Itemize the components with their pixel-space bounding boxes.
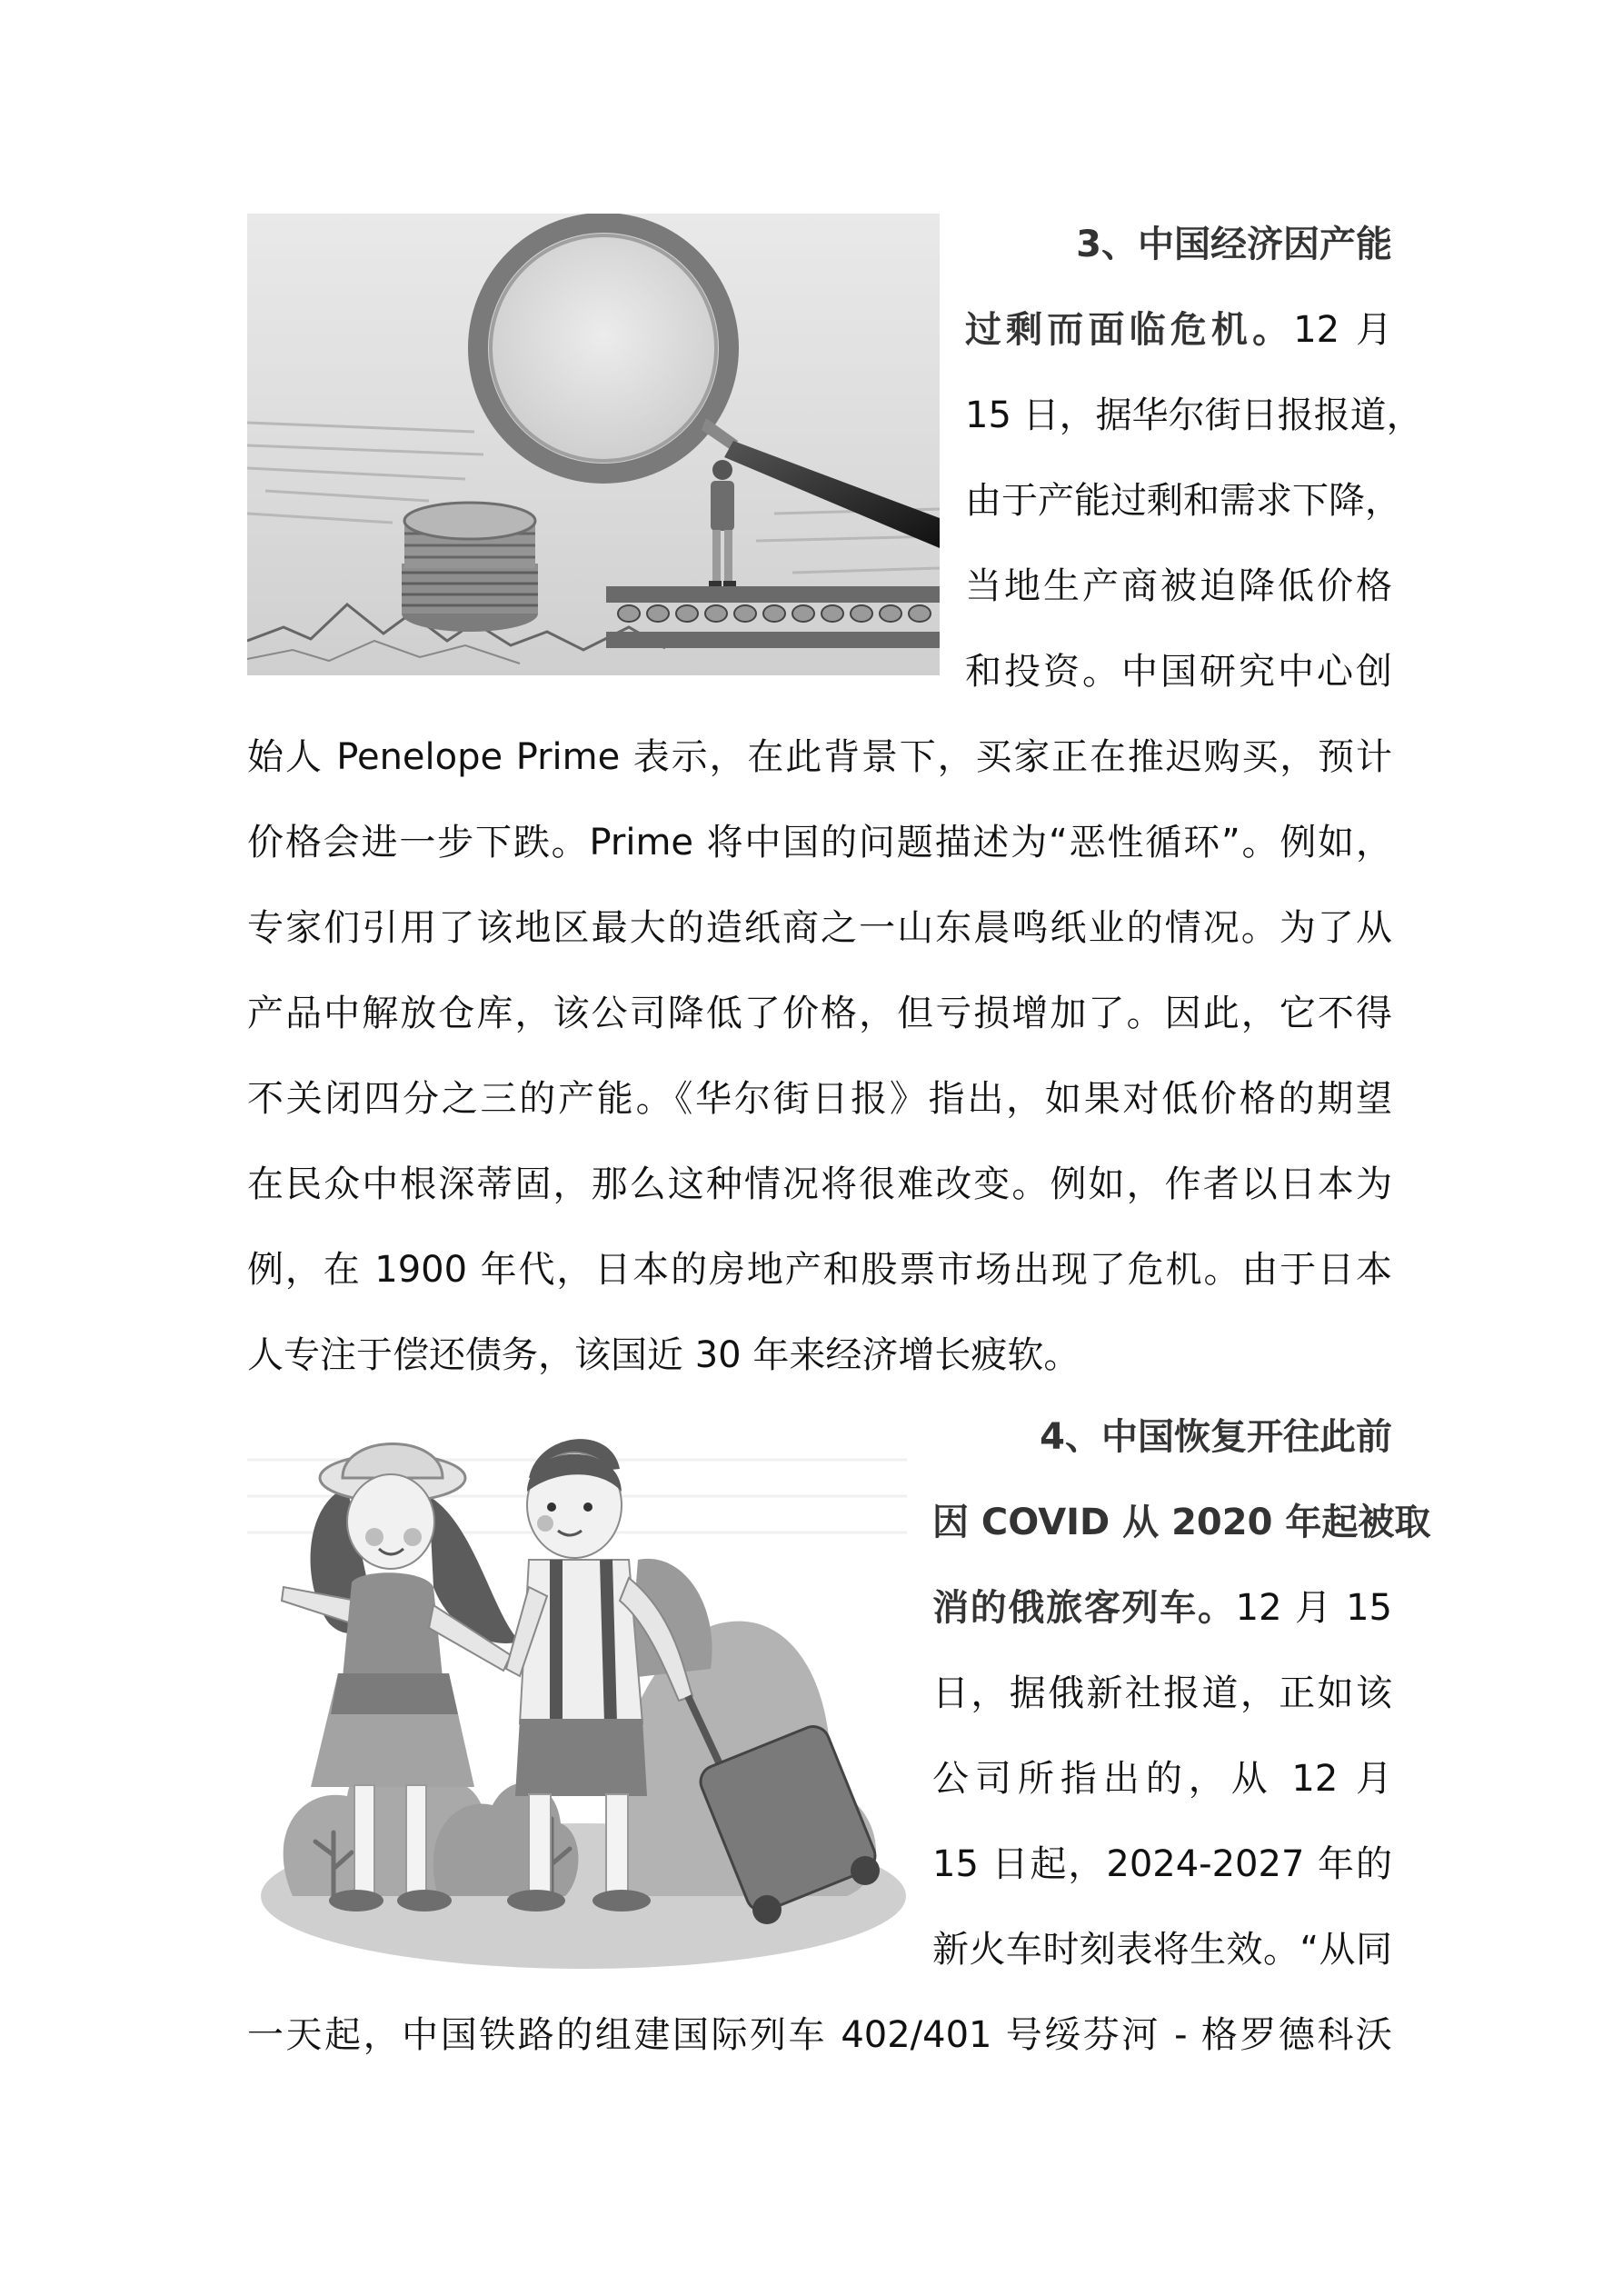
section3-side-line: 15 日，据华尔街日报报道， bbox=[965, 394, 1423, 436]
section3-side-text bbox=[965, 202, 1423, 714]
section3-side-line: 由于产能过剩和需求下降， bbox=[965, 480, 1401, 522]
section4-body-line: 一天起，中国铁路的组建国际列车 402/401 号绥芬河 - 格罗德科沃 bbox=[247, 2014, 1392, 2056]
section3-side-line: 当地生产商被迫降低价格 bbox=[965, 565, 1392, 607]
section3-body-text bbox=[247, 714, 1392, 1398]
section4-heading-line3-bold: 消的俄旅客列车。 bbox=[932, 1587, 1236, 1629]
section4-side-line: 15 日起，2024-2027 年的 bbox=[932, 1843, 1392, 1885]
section3-body-line: 专家们引用了该地区最大的造纸商之一山东晨鸣纸业的情况。为了从 bbox=[247, 907, 1392, 949]
section3-body-line: 在民众中根深蒂固，那么这种情况将很难改变。例如，作者以日本为 bbox=[247, 1163, 1392, 1205]
section4-side-line bbox=[932, 1565, 1392, 1651]
section4-heading-line2: 因 COVID 从 2020 年起被取 bbox=[932, 1502, 1431, 1543]
section3-heading-line2-rest: 12 月 bbox=[1293, 309, 1393, 351]
section3-body-line: 例，在 1900 年代，日本的房地产和股票市场出现了危机。由于日本 bbox=[247, 1249, 1392, 1291]
section4-side-text bbox=[932, 1394, 1431, 1992]
section3-side-line: 和投资。中国研究中心创 bbox=[965, 651, 1392, 693]
section3-body-line: 不关闭四分之三的产能。《华尔街日报》指出，如果对低价格的期望 bbox=[247, 1078, 1392, 1120]
section3-heading-line2-bold: 过剩而面临危机。 bbox=[965, 309, 1294, 351]
section3-side-line bbox=[965, 287, 1392, 373]
section4-heading-line3-rest: 12 月 15 bbox=[1235, 1587, 1393, 1629]
section3-body-line: 价格会进一步下跌。Prime 将中国的问题描述为“恶性循环”。例如， bbox=[247, 822, 1392, 863]
section3-body-line: 人专注于偿还债务，该国近 30 年来经济增长疲软。 bbox=[247, 1334, 1080, 1376]
section4-body-text bbox=[247, 1992, 1392, 2078]
section4-side-line: 新火车时刻表将生效。“从同 bbox=[932, 1929, 1392, 1971]
section4-heading-line1: 4、中国恢复开往此前 bbox=[1040, 1416, 1392, 1458]
section3-body-line: 始人 Penelope Prime 表示，在此背景下，买家正在推迟购买，预计 bbox=[247, 736, 1392, 778]
section4-side-line: 日，据俄新社报道，正如该 bbox=[932, 1672, 1392, 1714]
magnifier-coins-photo bbox=[247, 214, 940, 675]
section3-heading-line1: 3、中国经济因产能 bbox=[1076, 224, 1392, 265]
section4-side-line: 公司所指出的，从 12 月 bbox=[932, 1758, 1392, 1800]
travel-couple-illustration bbox=[247, 1405, 907, 1978]
section3-body-line: 产品中解放仓库，该公司降低了价格，但亏损增加了。因此，它不得 bbox=[247, 993, 1392, 1034]
